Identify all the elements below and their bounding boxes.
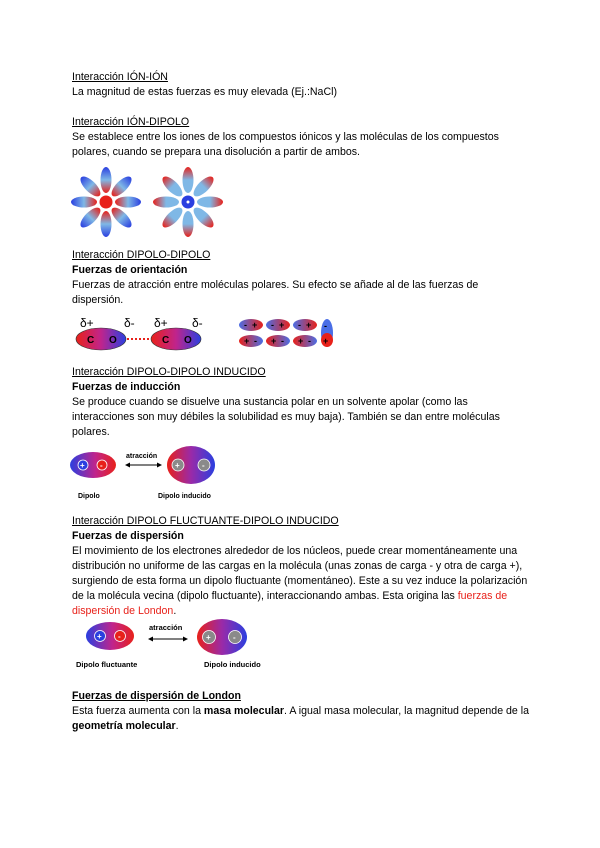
ion-ion-title: Interacción IÓN-IÓN [72, 71, 168, 83]
dipolo-label: Dipolo [78, 493, 100, 500]
delta-plus-1: δ+ [80, 316, 94, 330]
svg-text:-: - [118, 632, 121, 641]
cation [100, 196, 113, 209]
london-link-text: fuerzas de dispersión de London [72, 590, 508, 617]
svg-text:+: + [279, 320, 285, 330]
dipole-array [239, 319, 333, 347]
cation-cluster [71, 167, 141, 237]
ion-dipolo-diagram [68, 165, 228, 240]
dipolo-dipolo-subtitle: Fuerzas de orientación [72, 264, 188, 276]
ion-dipolo-text: Se establece entre los iones de los compuestos iónicos y las moléculas de los compuestos polares, cuando se prepara una disolución a partir de ambos. [72, 131, 499, 158]
svg-text:-: - [254, 336, 257, 346]
dipolo-dipolo-title: Interacción DIPOLO-DIPOLO [72, 249, 211, 261]
dipolo-dipolo-diagram [74, 312, 344, 354]
section-london [72, 689, 532, 734]
svg-text:+: + [244, 336, 250, 346]
svg-text:+: + [175, 461, 180, 470]
dipolo-fluctuante-shape [86, 622, 134, 650]
svg-text:+: + [298, 336, 304, 346]
dipolo-inducido-text: Se produce cuando se disuelve una sustancia polar en un solvente apolar (como las interacciones son muy débiles la solubilidad es muy baja). También se dan entre moléculas polares. [72, 396, 500, 438]
svg-text:O: O [109, 335, 117, 346]
co-molecule-1 [76, 328, 126, 350]
fluctuante-title: Interacción DIPOLO FLUCTUANTE-DIPOLO INDUCIDO [72, 515, 339, 527]
dipolo-dipolo-text: Fuerzas de atracción entre moléculas polares. Su efecto se añade al de las fuerzas de dispersión. [72, 279, 479, 306]
section-dipolo-inducido [72, 365, 532, 440]
section-fluctuante [72, 514, 532, 619]
svg-text:+: + [323, 336, 329, 346]
svg-text:+: + [252, 320, 258, 330]
ion-dipolo-title: Interacción IÓN-DIPOLO [72, 116, 190, 128]
dipolo-shape [70, 452, 116, 478]
svg-text:-: - [298, 320, 301, 330]
svg-text:-: - [244, 320, 247, 330]
dipolo-inducido-label: Dipolo inducido [158, 493, 211, 500]
delta-minus-1: δ- [124, 316, 135, 330]
dipolo-inducido-label-2: Dipolo inducido [204, 660, 261, 669]
svg-text:C: C [87, 335, 95, 346]
delta-minus-2: δ- [192, 316, 203, 330]
svg-text:-: - [100, 461, 103, 470]
ion-ion-text: La magnitud de estas fuerzas es muy elevada (Ej.:NaCl) [72, 86, 337, 98]
dipolo-fluctuante-label: Dipolo fluctuante [76, 660, 138, 669]
attraction-label-1: atracción [126, 453, 158, 460]
svg-text:-: - [233, 633, 236, 642]
svg-text:-: - [308, 336, 311, 346]
svg-text:+: + [206, 633, 211, 642]
fluctuante-subtitle: Fuerzas de dispersión [72, 530, 184, 542]
svg-text:-: - [271, 320, 274, 330]
induccion-diagram [70, 446, 240, 504]
anion-cluster [153, 167, 223, 237]
svg-text:O: O [184, 335, 192, 346]
section-ion-ion [72, 70, 532, 100]
dipolo-inducido-subtitle: Fuerzas de inducción [72, 381, 181, 393]
section-dipolo-dipolo [72, 248, 532, 308]
london-text: Esta fuerza aumenta con la masa molecular. A igual masa molecular, la magnitud depende de la geometría molecular. [72, 705, 530, 732]
fluctuante-diagram [74, 618, 284, 673]
svg-text:-: - [324, 321, 327, 331]
dipolo-inducido-title: Interacción DIPOLO-DIPOLO INDUCIDO [72, 366, 266, 378]
svg-text:+: + [271, 336, 277, 346]
svg-text:-: - [202, 461, 205, 470]
svg-text:C: C [162, 335, 170, 346]
svg-text:+: + [306, 320, 312, 330]
fluctuante-text: El movimiento de los electrones alrededor de los núcleos, puede crear momentáneamente una distribución no uniforme de las cargas en la molécula (unas zonas de carga - y otra de carga +), surgiendo de esta forma un dipolo fluctuante (momentáneo). Este a su vez induce la polarización de la molécula vecina (dipolo fluctuante), interaccionando ambas. Esta origina las fuerzas de dispersión de London. [72, 545, 528, 617]
co-molecule-2 [151, 328, 201, 350]
attraction-label-2: atracción [149, 623, 183, 632]
svg-text:+: + [97, 632, 102, 641]
delta-plus-2: δ+ [154, 316, 168, 330]
london-title: Fuerzas de dispersión de London [72, 690, 241, 702]
svg-text:+: + [80, 461, 85, 470]
svg-text:-: - [281, 336, 284, 346]
section-ion-dipolo [72, 115, 532, 160]
